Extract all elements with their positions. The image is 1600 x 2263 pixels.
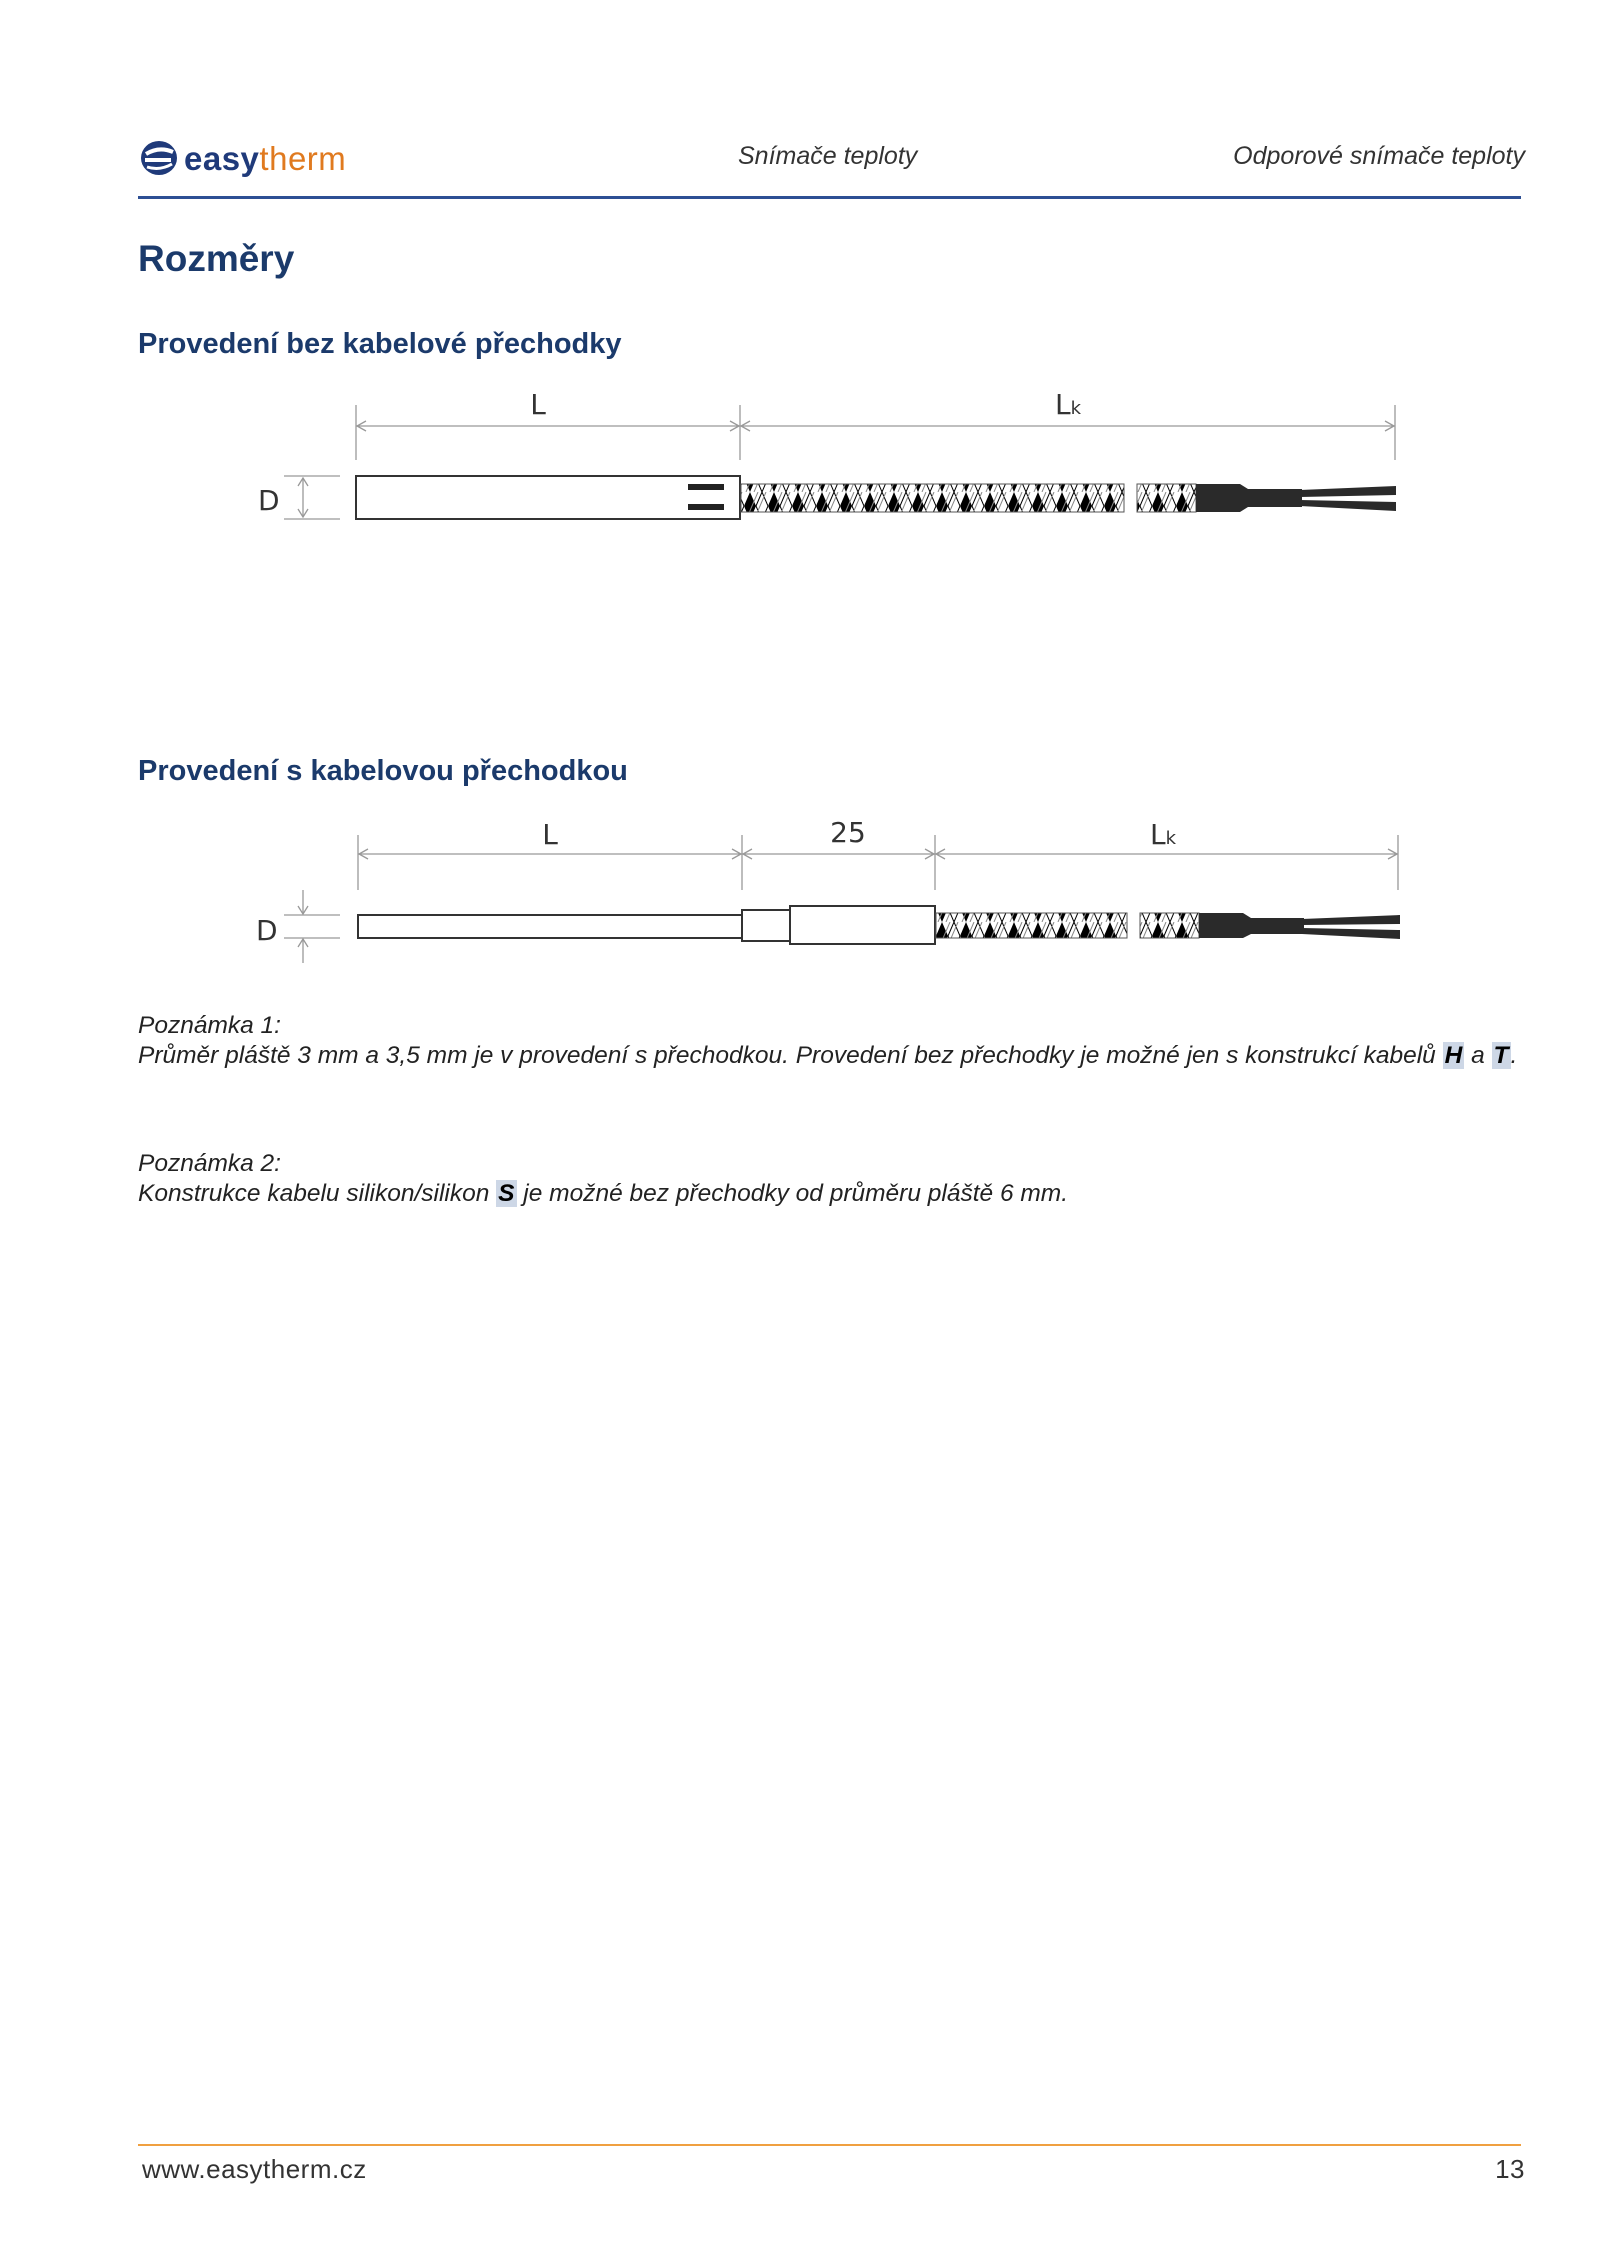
logo-globe-icon	[140, 140, 178, 176]
label-Lk: Lk	[1055, 388, 1082, 421]
cable-wires	[1300, 486, 1396, 511]
header-center-title: Snímače teploty	[738, 142, 918, 170]
cable-boot	[1196, 484, 1302, 512]
braided-cable-end	[1140, 913, 1199, 938]
note-2-text: Konstrukce kabelu silikon/silikon S je možné bez přechodky od průměru pláště 6 mm.	[138, 1180, 1069, 1207]
transition-sleeve-small	[742, 910, 790, 941]
label-L: L	[542, 818, 558, 851]
braided-cable-end	[1137, 484, 1196, 512]
cable-wires	[1302, 915, 1400, 939]
label-Lk: Lk	[1150, 818, 1177, 851]
cable-boot	[1199, 913, 1304, 938]
probe-sheath	[356, 476, 740, 519]
footer-divider	[138, 2144, 1521, 2146]
label-D: D	[256, 914, 278, 947]
easytherm-logo	[140, 136, 346, 180]
note-2-title: Poznámka 2:	[138, 1150, 281, 1177]
transition-sleeve	[790, 906, 935, 944]
probe-sheath	[358, 915, 742, 938]
note-1	[138, 1011, 1528, 1071]
page-number: 13	[1495, 2154, 1525, 2184]
cable-code-S: S	[498, 1180, 515, 1207]
label-25: 25	[830, 816, 866, 849]
page-title: Rozměry	[138, 238, 295, 279]
cable-code-H: H	[1444, 1042, 1463, 1069]
footer-website-link[interactable]: www.easytherm.cz	[142, 2154, 367, 2184]
label-D: D	[258, 484, 280, 517]
diagram-with-transition	[0, 810, 1600, 980]
braided-cable	[741, 484, 1124, 512]
probe-mark	[688, 484, 724, 490]
section-heading-without-transition: Provedení bez kabelové přechodky	[138, 328, 622, 360]
note-1-text: Průměr pláště 3 mm a 3,5 mm je v provedení s přechodkou. Provedení bez přechodky je možné jen s konstrukcí kabelů H a T.	[138, 1042, 1518, 1069]
diagram-without-transition	[0, 380, 1600, 540]
logo-text-therm: therm	[259, 139, 347, 177]
header-right-title: Odporové snímače teploty	[1233, 142, 1525, 170]
note-1-title: Poznámka 1:	[138, 1012, 281, 1039]
note-2	[138, 1149, 1528, 1209]
label-L: L	[530, 388, 546, 421]
section-heading-with-transition: Provedení s kabelovou přechodkou	[138, 755, 628, 787]
header-divider	[138, 196, 1521, 199]
logo-text-easy: easy	[184, 139, 260, 177]
cable-code-T: T	[1493, 1042, 1509, 1069]
braided-cable	[936, 913, 1127, 938]
